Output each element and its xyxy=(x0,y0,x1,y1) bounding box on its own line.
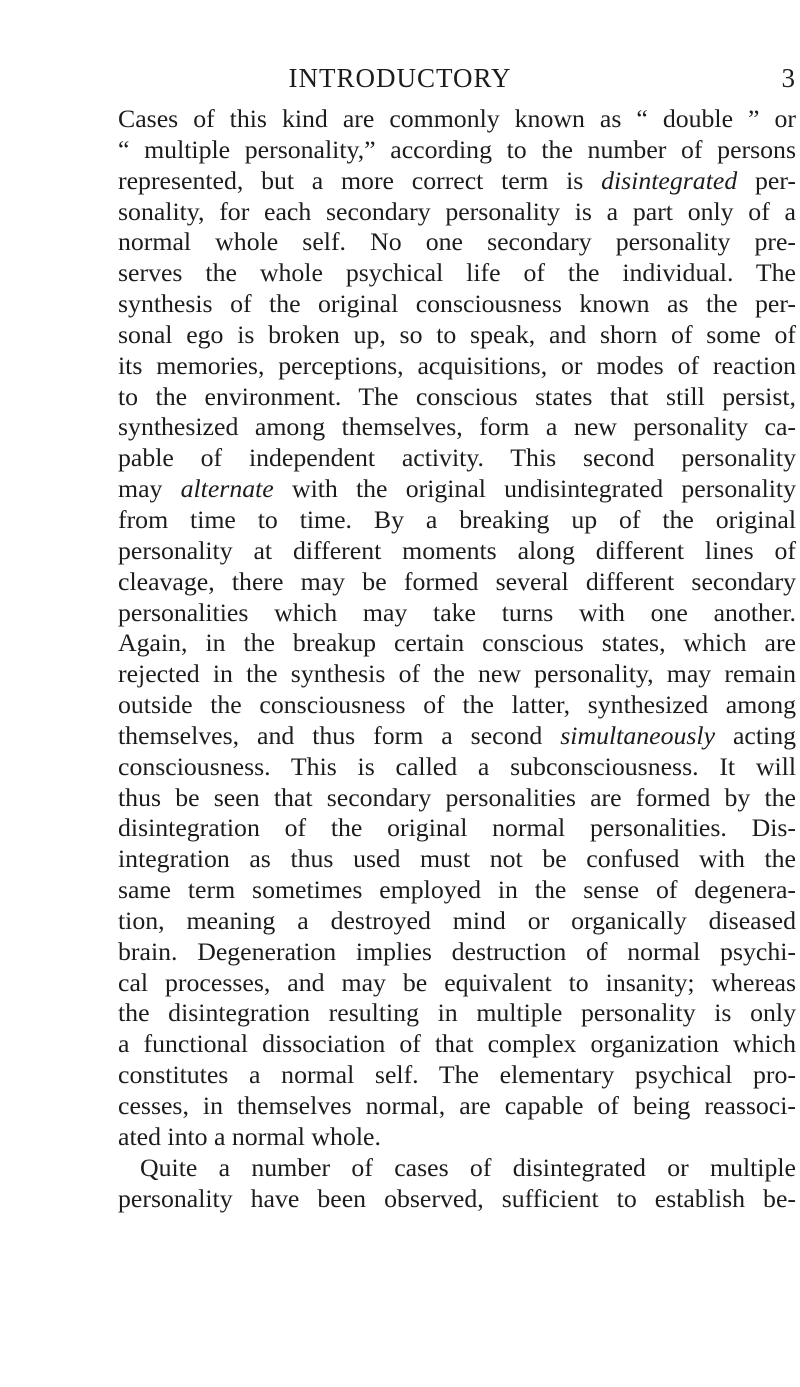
text-run: serves the whole psychical life of the individual. The xyxy=(118,258,796,288)
text-run: normal whole self. No one secondary personality pre- xyxy=(118,227,796,257)
text-run: personality have been observed, sufficient to establish be- xyxy=(118,1183,796,1213)
text-run: with the original undisintegrated personality xyxy=(273,474,796,504)
text-run: to the environment. The conscious states that still persist, xyxy=(118,381,796,411)
text-run: consciousness. This is called a subconsciousness. It will xyxy=(118,751,796,781)
text-run: may xyxy=(118,474,181,504)
text-run: a functional dissociation of that complex organization which xyxy=(118,1029,796,1059)
body-text xyxy=(118,104,796,1214)
text-line xyxy=(118,382,796,413)
running-title: INTRODUCTORY xyxy=(288,63,512,93)
text-line xyxy=(118,1122,796,1153)
text-run: tion, meaning a destroyed mind or organically diseased xyxy=(118,905,796,935)
text-line xyxy=(118,1184,796,1215)
italic-term: alternate xyxy=(180,474,274,504)
text-line xyxy=(118,628,796,659)
text-run: from time to time. By a breaking up of the original xyxy=(118,504,796,534)
text-line xyxy=(118,197,796,228)
text-line xyxy=(118,351,796,382)
text-run: same term sometimes employed in the sense of degenera- xyxy=(118,875,796,905)
text-run: themselves, and thus form a second xyxy=(118,720,561,750)
running-head xyxy=(115,58,795,98)
paragraph xyxy=(118,104,796,1153)
text-run: Again, in the breakup certain conscious states, which are xyxy=(118,628,796,658)
text-run: “ multiple personality,” according to the number of persons xyxy=(118,134,796,164)
text-line xyxy=(118,1060,796,1091)
text-line xyxy=(118,1153,796,1184)
text-run: pable of independent activity. This second personality xyxy=(118,443,796,473)
text-line xyxy=(118,721,796,752)
text-line xyxy=(118,474,796,505)
text-line xyxy=(118,412,796,443)
text-run: personalities which may take turns with one another. xyxy=(118,597,796,627)
text-run: integration as thus used must not be confused with the xyxy=(118,844,796,874)
text-line xyxy=(118,258,796,289)
text-run: disintegration of the original normal personalities. Dis- xyxy=(118,813,796,843)
text-line xyxy=(118,289,796,320)
text-line xyxy=(118,104,796,135)
text-run: acting xyxy=(715,720,797,750)
text-line xyxy=(118,227,796,258)
text-run: per- xyxy=(737,165,796,195)
text-line xyxy=(118,875,796,906)
text-run: brain. Degeneration implies destruction of normal psychi- xyxy=(118,936,796,966)
text-line xyxy=(118,813,796,844)
text-line xyxy=(118,166,796,197)
text-line xyxy=(118,998,796,1029)
text-line xyxy=(118,1029,796,1060)
page-number: 3 xyxy=(781,63,795,93)
text-run: ated into a normal whole. xyxy=(118,1121,381,1151)
text-run: represented, but a more correct term is xyxy=(118,165,602,195)
text-run: outside the consciousness of the latter, synthesized among xyxy=(118,690,796,720)
text-line xyxy=(118,505,796,536)
text-line xyxy=(118,906,796,937)
text-line xyxy=(118,135,796,166)
text-line xyxy=(118,443,796,474)
text-line xyxy=(118,690,796,721)
text-line xyxy=(118,752,796,783)
text-line xyxy=(118,1091,796,1122)
text-line xyxy=(118,320,796,351)
text-run: cesses, in themselves normal, are capable of being reassoci- xyxy=(118,1091,796,1120)
text-line xyxy=(118,844,796,875)
text-run: cleavage, there may be formed several different secondary xyxy=(118,566,796,596)
text-line xyxy=(118,968,796,999)
text-run: thus be seen that secondary personalities are formed by the xyxy=(118,782,796,812)
text-run: its memories, perceptions, acquisitions, or modes of reaction xyxy=(118,350,796,380)
text-run: cal processes, and may be equivalent to insanity; whereas xyxy=(118,967,796,997)
text-run: sonality, for each secondary personality is a part only of a xyxy=(118,196,796,226)
text-run: constitutes a normal self. The elementary psychical pro- xyxy=(118,1060,796,1090)
italic-term: simultaneously xyxy=(560,720,716,750)
text-line xyxy=(118,598,796,629)
text-line xyxy=(118,783,796,814)
text-line xyxy=(118,937,796,968)
text-run: synthesis of the original consciousness known as the per- xyxy=(118,289,796,319)
text-line xyxy=(118,567,796,598)
text-line xyxy=(118,536,796,567)
text-run: rejected in the synthesis of the new personality, may remain xyxy=(118,659,796,689)
text-run: synthesized among themselves, form a new personality ca- xyxy=(118,412,796,442)
text-run: personality at different moments along different lines of xyxy=(118,535,796,565)
text-run: the disintegration resulting in multiple personality is only xyxy=(118,998,796,1028)
paragraph xyxy=(118,1153,796,1215)
text-run: sonal ego is broken up, so to speak, and shorn of some of xyxy=(118,319,796,349)
text-run: Quite a number of cases of disintegrated or multiple xyxy=(140,1152,796,1182)
text-run: Cases of this kind are commonly known as “ double ” or xyxy=(118,104,796,133)
text-line xyxy=(118,659,796,690)
italic-term: disintegrated xyxy=(601,165,738,195)
